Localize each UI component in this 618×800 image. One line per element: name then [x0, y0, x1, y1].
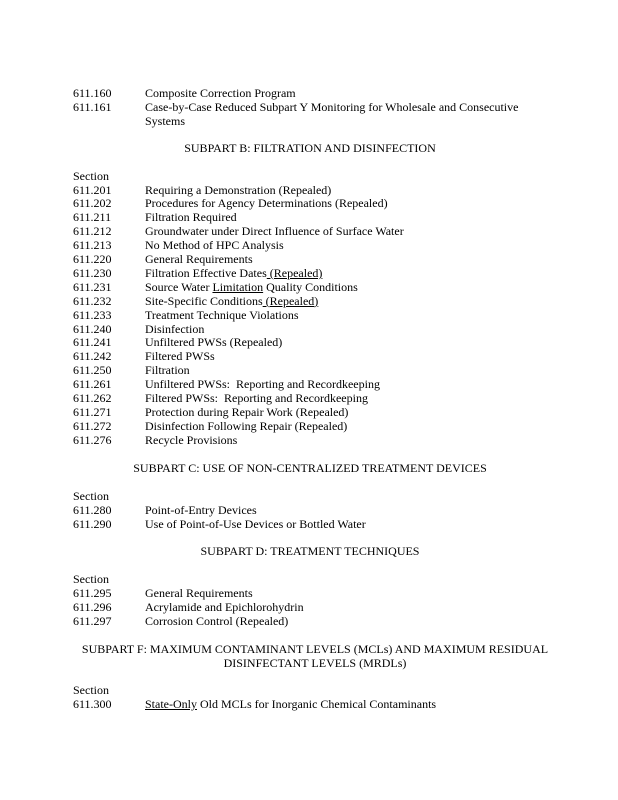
section-entry: [73, 587, 573, 601]
title-text: Filtered PWSs: [145, 349, 215, 364]
section-number: 611.231: [73, 279, 112, 294]
section-title: [145, 239, 573, 253]
title-text: Unfiltered PWSs (Repealed): [145, 335, 283, 350]
section-entry: [73, 615, 573, 629]
title-text: Use of Point-of-Use Devices or Bottled Water: [145, 516, 366, 531]
section-number: 611.241: [73, 335, 112, 350]
section-label: Section: [73, 572, 109, 586]
section-title: [145, 225, 573, 239]
section-number: 611.290: [73, 516, 112, 531]
title-text: Source Water: [145, 279, 213, 294]
subpart-d-list: [73, 587, 573, 629]
title-text: Composite Correction Program: [145, 86, 296, 100]
title-text: Disinfection Following Repair (Repealed): [145, 418, 348, 433]
title-text: General Requirements: [145, 586, 253, 600]
subpart-c-list: [73, 504, 573, 532]
section-number: 611.232: [73, 293, 112, 308]
section-number: 611.240: [73, 321, 112, 336]
section-title: [145, 420, 573, 434]
section-title: [145, 350, 573, 364]
section-label: Section: [73, 489, 109, 503]
section-entry: [73, 87, 533, 101]
title-text: Filtration Required: [145, 210, 237, 225]
title-text: Protection during Repair Work (Repealed): [145, 405, 349, 419]
section-number: 611.295: [73, 586, 112, 600]
section-entry: [73, 281, 573, 295]
section-title: [145, 378, 573, 392]
section-title: [145, 267, 573, 281]
section-title: [145, 197, 573, 211]
section-number: 611.202: [73, 196, 112, 211]
title-text: Requiring a Demonstration (Repealed): [145, 182, 332, 197]
section-entry: [73, 504, 573, 518]
title-text: Recycle Provisions: [145, 432, 238, 447]
subpart-f-heading: [60, 643, 570, 671]
section-entry: [73, 239, 573, 253]
section-number: 611.211: [73, 210, 112, 225]
section-title: [145, 281, 573, 295]
title-text: Unfiltered PWSs: Reporting and Recordkeeping: [145, 377, 380, 392]
section-number: 611.161: [73, 99, 112, 114]
subpart-b-heading: SUBPART B: FILTRATION AND DISINFECTION: [184, 141, 436, 155]
title-text: Site-Specific Conditions: [145, 293, 263, 308]
section-title: [145, 518, 573, 532]
section-number: 611.276: [73, 432, 112, 447]
section-entry: [73, 378, 573, 392]
section-title: [145, 698, 573, 712]
section-entry: [73, 101, 533, 129]
title-text: Filtered PWSs: Reporting and Recordkeeping: [145, 391, 368, 406]
section-entry: [73, 350, 573, 364]
section-entry: [73, 601, 573, 615]
section-title: [145, 392, 573, 406]
section-number: 611.220: [73, 252, 112, 267]
section-number: 611.242: [73, 349, 112, 364]
section-number: 611.261: [73, 377, 112, 392]
section-number: 611.280: [73, 503, 112, 517]
section-entry: [73, 518, 573, 532]
section-number: 611.213: [73, 238, 112, 253]
section-number: 611.160: [73, 86, 112, 100]
title-text: General Requirements: [145, 252, 253, 267]
section-entry: [73, 323, 573, 337]
section-title: [145, 615, 573, 629]
title-text: Case-by-Case Reduced Subpart Y Monitoring for Wholesale and Consecutive Systems: [145, 99, 522, 128]
section-entry: [73, 253, 573, 267]
section-entry: [73, 197, 573, 211]
section-entry: [73, 406, 573, 420]
title-text: Old MCLs for Inorganic Chemical Contaminants: [197, 697, 437, 711]
underlined-amendment: Limitation: [212, 279, 264, 294]
section-number: 611.300: [73, 697, 112, 711]
section-entry: [73, 364, 573, 378]
section-title: [145, 364, 573, 378]
section-number: 611.230: [73, 265, 112, 280]
section-entry: [73, 336, 573, 350]
section-number: 611.250: [73, 363, 112, 378]
section-label: Section: [73, 683, 109, 697]
section-title: [145, 87, 533, 101]
title-text: Corrosion Control (Repealed): [145, 613, 289, 628]
title-text: Disinfection: [145, 321, 205, 336]
top-list: [73, 87, 533, 129]
section-number: 611.262: [73, 391, 112, 406]
section-title: [145, 101, 533, 129]
title-text: Filtration: [145, 363, 190, 378]
title-text: Groundwater under Direct Influence of Surface Water: [145, 224, 404, 239]
subpart-d-heading: SUBPART D: TREATMENT TECHNIQUES: [200, 544, 420, 558]
title-text: Point-of-Entry Devices: [145, 503, 257, 517]
section-entry: [73, 211, 573, 225]
section-entry: [73, 420, 573, 434]
section-number: 611.201: [73, 182, 112, 197]
section-title: [145, 253, 573, 267]
subpart-c-heading: SUBPART C: USE OF NON-CENTRALIZED TREATMENT DEVICES: [133, 461, 487, 475]
section-title: [145, 211, 573, 225]
subpart-f-heading-line1: SUBPART F: MAXIMUM CONTAMINANT LEVELS (MCLs) AND MAXIMUM RESIDUAL: [81, 642, 549, 656]
section-number: 611.212: [73, 224, 112, 239]
title-text: Filtration Effective Dates: [145, 265, 267, 280]
section-title: [145, 406, 573, 420]
section-title: [145, 309, 573, 323]
section-number: 611.272: [73, 418, 112, 433]
section-number: 611.271: [73, 405, 112, 419]
title-text: Treatment Technique Violations: [145, 307, 299, 322]
section-entry: [73, 295, 573, 309]
section-number: 611.296: [73, 599, 112, 614]
section-title: [145, 504, 573, 518]
section-title: [145, 323, 573, 337]
section-title: [145, 184, 573, 198]
section-entry: [73, 392, 573, 406]
section-title: [145, 587, 573, 601]
section-title: [145, 434, 573, 448]
underlined-amendment: (Repealed): [266, 265, 323, 280]
section-number: 611.233: [73, 307, 112, 322]
section-entry: [73, 309, 573, 323]
subpart-f-list: [73, 698, 573, 712]
title-text: Procedures for Agency Determinations (Repealed): [145, 196, 388, 211]
section-label: Section: [73, 169, 109, 183]
subpart-f-heading-line2: DISINFECTANT LEVELS (MRDLs): [223, 655, 407, 670]
title-text: Quality Conditions: [263, 279, 358, 294]
title-text: Acrylamide and Epichlorohydrin: [145, 599, 304, 614]
section-entry: [73, 434, 573, 448]
section-title: [145, 336, 573, 350]
section-title: [145, 601, 573, 615]
section-entry: [73, 225, 573, 239]
section-entry: [73, 184, 573, 198]
section-title: [145, 295, 573, 309]
subpart-b-list: [73, 184, 573, 448]
section-entry: [73, 267, 573, 281]
underlined-amendment: State-Only: [145, 697, 197, 711]
section-number: 611.297: [73, 613, 112, 628]
title-text: No Method of HPC Analysis: [145, 238, 284, 253]
underlined-amendment: (Repealed): [262, 293, 319, 308]
section-entry: [73, 698, 573, 712]
